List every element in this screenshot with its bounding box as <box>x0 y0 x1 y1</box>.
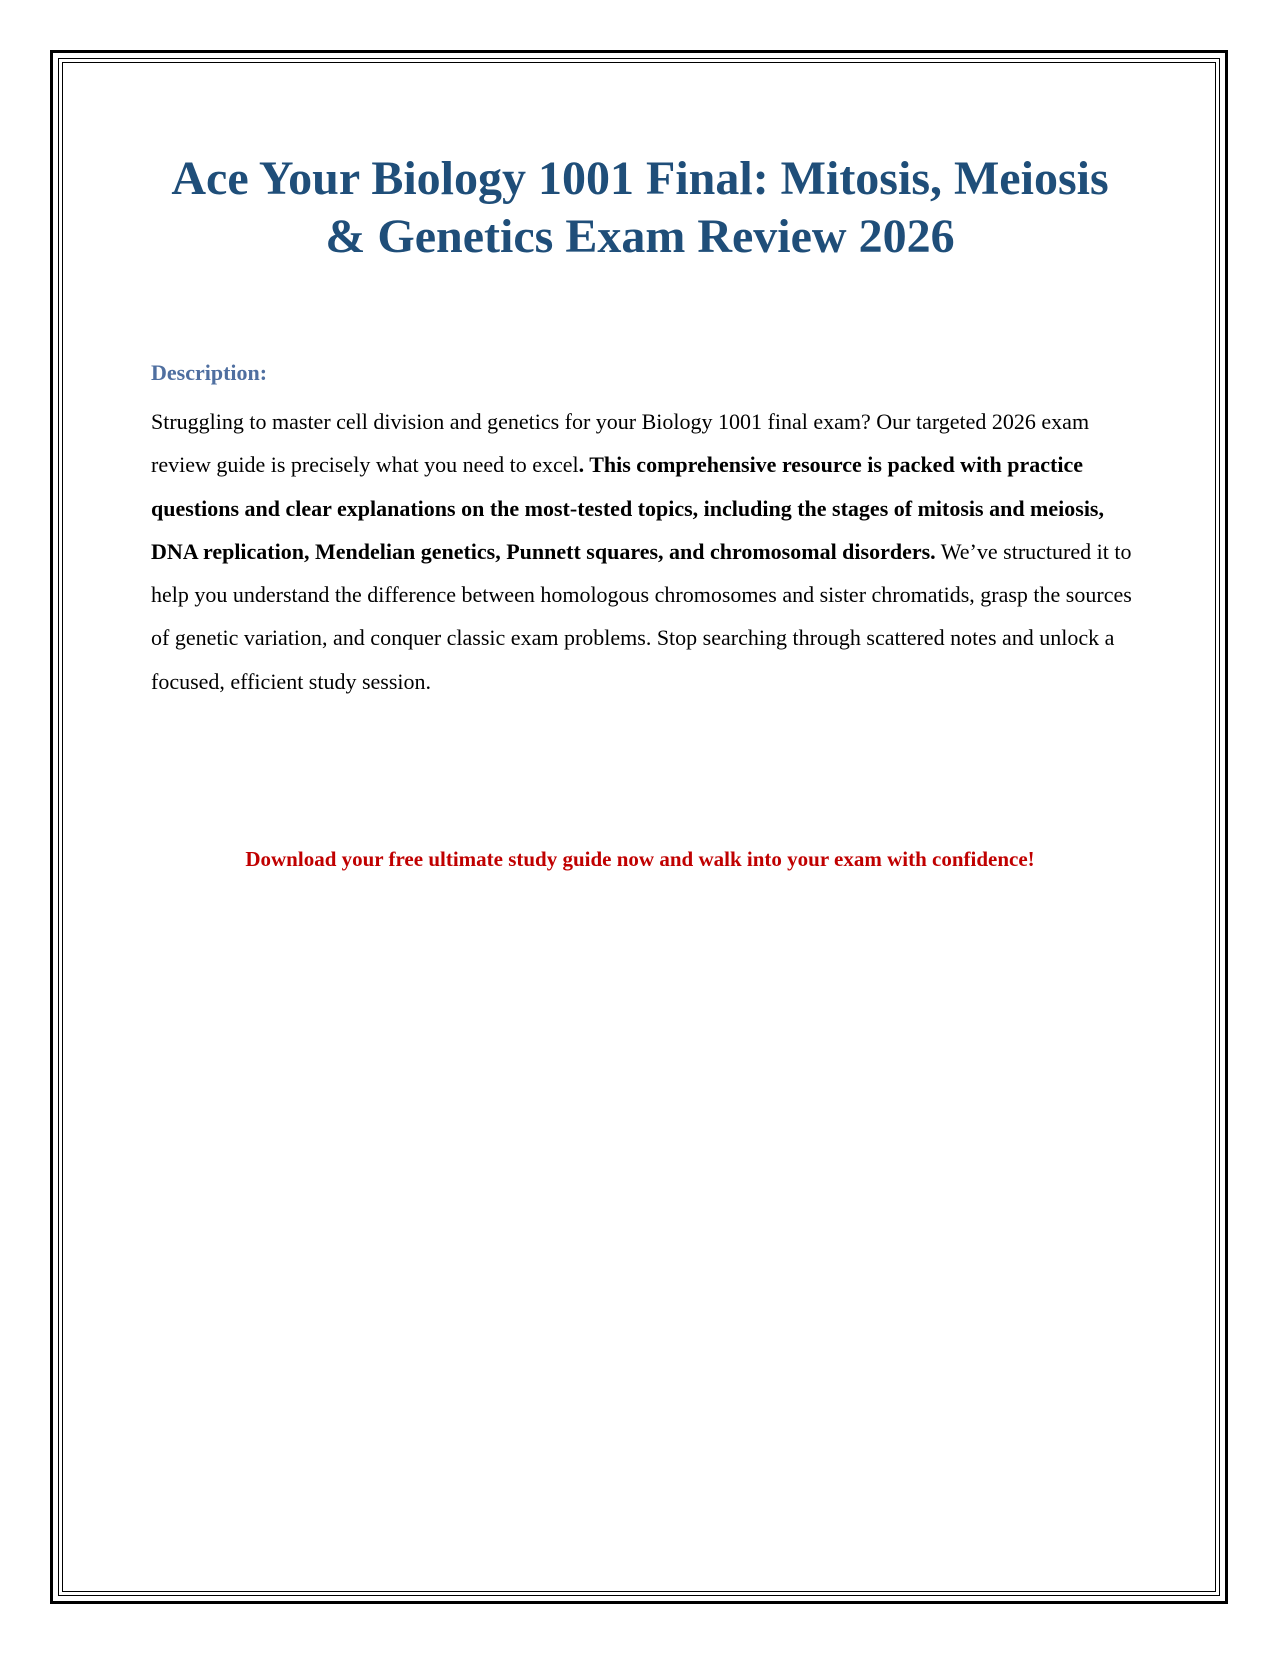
description-paragraph <box>151 400 1136 703</box>
description-text-intro: Struggling to master cell division and genetics for your Biology 1001 final exam? Our targeted 2026 exam review guide is precisely what you need to excel <box>151 409 1090 478</box>
description-label: Description: <box>151 360 268 385</box>
description-text-bold: . This comprehensive resource is packed with practice questions and clear explanations on the most-tested topics, including the stages of mitosis and meiosis, DNA replication, Mendelian genetics, Punnett squares, and chromosomal disorders. <box>151 452 1104 564</box>
document-title: Ace Your Biology 1001 Final: Mitosis, Meiosis & Genetics Exam Review 2026 <box>171 152 1109 263</box>
page-border-inner-line <box>62 62 1216 1592</box>
call-to-action: Download your free ultimate study guide now and walk into your exam with confidence! <box>245 847 1035 871</box>
description-text-closing: We’ve structured it to help you understand the difference between homologous chromosomes and sister chromatids, grasp the sources of genetic variation, and conquer classic exam problems. Stop searching through scattered notes and unlock a focused, efficient study session. <box>151 538 1132 694</box>
